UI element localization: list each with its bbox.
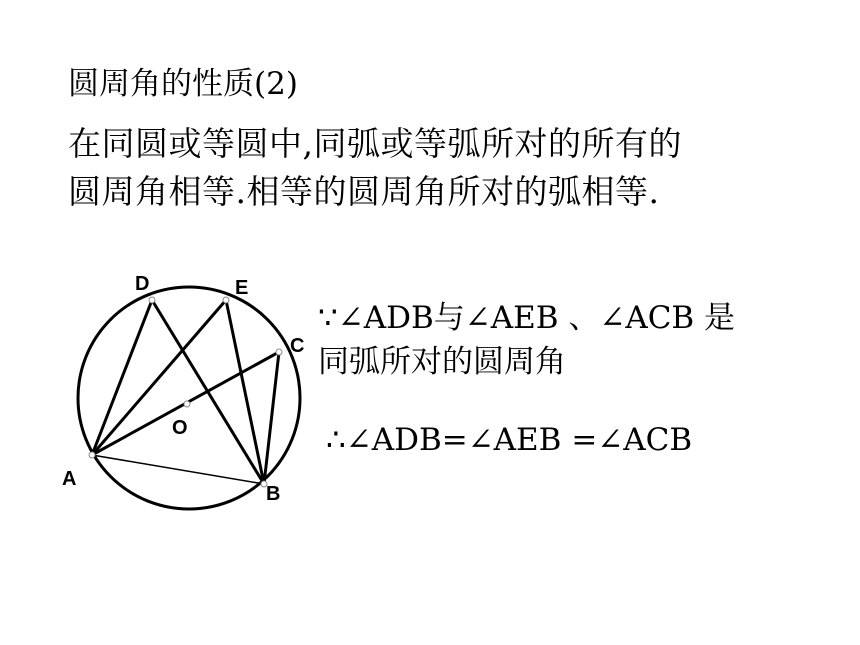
- statement-line-1: 在同圆或等圆中,同弧或等弧所对的所有的: [68, 124, 682, 163]
- label-b: B: [266, 483, 281, 505]
- chord-a-e: [92, 300, 226, 455]
- statement-line-2: 圆周角相等.相等的圆周角所对的弧相等.: [68, 172, 660, 211]
- point-c-dot: [276, 349, 282, 355]
- center-o-dot: [184, 401, 190, 407]
- circle-outline: [78, 287, 300, 509]
- because-line-2: 同弧所对的圆周角: [318, 344, 566, 380]
- therefore-statement: ∴∠ADB=∠AEB =∠ACB: [326, 422, 693, 458]
- chord-e-b: [226, 300, 264, 484]
- because-line-1: ∵∠ADB与∠AEB 、∠ACB 是: [318, 300, 736, 336]
- label-d: D: [135, 273, 150, 295]
- point-e-dot: [223, 297, 229, 303]
- chord-a-d: [92, 300, 152, 455]
- point-d-dot: [149, 297, 155, 303]
- label-e: E: [235, 277, 249, 299]
- point-a-dot: [89, 452, 95, 458]
- label-o: O: [172, 417, 188, 439]
- label-a: A: [62, 468, 77, 490]
- page-heading: 圆周角的性质(2): [68, 66, 298, 102]
- label-c: C: [290, 335, 305, 357]
- chord-a-b: [92, 455, 264, 484]
- because-statement: [318, 296, 735, 384]
